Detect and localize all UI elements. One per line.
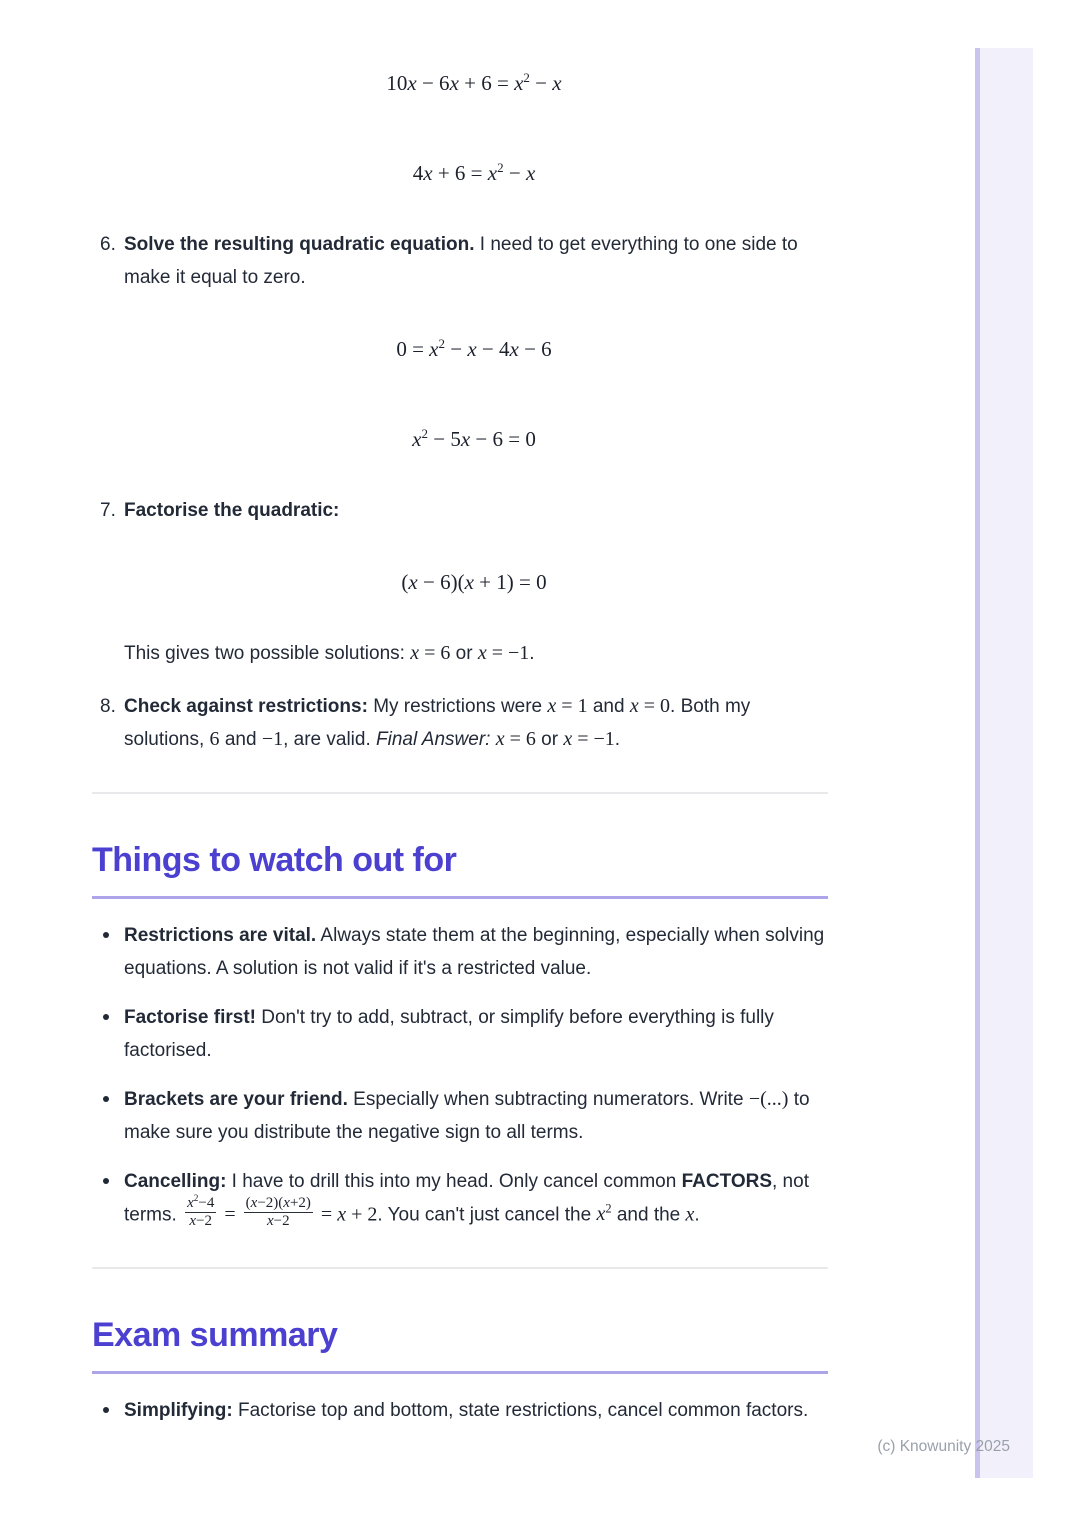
- text-segment: . You can't just cancel the: [377, 1204, 597, 1226]
- section-heading: Things to watch out for: [92, 841, 457, 879]
- item-text: [124, 1394, 828, 1427]
- bullet-list-item: [92, 1394, 828, 1427]
- bullet-marker: [92, 1083, 124, 1149]
- list-number: 6.: [100, 234, 116, 255]
- display-equation: $10x - 6x + 6 = x^2 - x$: [386, 70, 562, 95]
- item-text: [124, 919, 828, 985]
- numbered-list-item: [92, 494, 828, 527]
- inline-math: x = 6: [410, 642, 451, 664]
- display-equation: (x − 6)(x + 1) = 0: [401, 570, 547, 594]
- text-segment: Cancelling:: [124, 1171, 227, 1192]
- inline-fraction: $\frac{x^2-4}{x-2}$: [187, 1194, 215, 1229]
- inline-math: −(...): [748, 1088, 789, 1110]
- text-segment: I need to get everything to one side to make it equal to zero.: [124, 234, 798, 288]
- inline-math: 6: [209, 728, 220, 750]
- item-text: [124, 637, 828, 670]
- display-equation: $0 = x^2 - x - 4x - 6$: [396, 336, 552, 361]
- text-segment: .: [694, 1204, 700, 1226]
- section-divider: [92, 1267, 828, 1269]
- bullet-marker: [92, 1165, 124, 1233]
- bullet-dot-icon: [103, 1407, 109, 1413]
- text-segment: Solve the resulting quadratic equation.: [124, 234, 475, 255]
- inline-fraction: $\frac{(x-2)(x+2)}{x-2}$: [245, 1195, 311, 1229]
- indent-spacer: [92, 637, 124, 670]
- bullet-list-item: [92, 1083, 828, 1149]
- side-panel-strip: [975, 48, 1033, 1478]
- bullet-marker: [92, 919, 124, 985]
- inline-math: −1: [261, 728, 284, 750]
- text-segment: .: [614, 729, 621, 750]
- inline-math: =: [219, 1203, 241, 1226]
- section-divider: [92, 792, 828, 794]
- inline-math: $x^2$: [596, 1201, 612, 1226]
- text-segment: Don't try to add, subtract, or simplify before everything is fully factorised.: [124, 1007, 774, 1061]
- numbered-list-item: [92, 690, 828, 756]
- text-segment: Factorise the quadratic:: [124, 500, 340, 521]
- text-segment: , not terms.: [124, 1171, 809, 1226]
- item-text: [124, 228, 828, 294]
- text-segment: .: [529, 643, 535, 664]
- list-number: 8.: [100, 696, 116, 717]
- text-segment: and the: [611, 1204, 686, 1226]
- bullet-list-item: [92, 919, 828, 985]
- text-segment: and: [219, 729, 262, 750]
- text-segment: and: [587, 696, 630, 717]
- text-segment: FACTORS: [681, 1171, 772, 1192]
- bullet-list-item: [92, 1165, 828, 1233]
- inline-math: x = −1: [563, 728, 615, 750]
- inline-math: = x + 2: [315, 1203, 378, 1226]
- inline-math: x: [685, 1203, 695, 1226]
- section-heading-rule: [92, 1371, 828, 1374]
- inline-math: x = 6: [495, 728, 536, 750]
- section-heading-rule: [92, 896, 828, 899]
- text-segment: Factorise top and bottom, state restrictions, cancel common factors.: [232, 1399, 809, 1421]
- text-segment: Final Answer:: [376, 729, 491, 750]
- inline-math: x = −1: [477, 642, 530, 664]
- item-text: [124, 494, 828, 527]
- text-segment: Factorise first!: [124, 1007, 256, 1028]
- item-text: [124, 1001, 828, 1067]
- bullet-dot-icon: [103, 932, 109, 938]
- text-segment: , are valid.: [283, 729, 377, 750]
- bullet-marker: [92, 1394, 124, 1427]
- paragraph: [92, 637, 828, 670]
- text-segment: My restrictions were: [367, 696, 548, 717]
- numbered-list-item: [92, 228, 828, 294]
- item-text: [124, 1165, 828, 1233]
- text-segment: or: [450, 643, 478, 664]
- bullet-dot-icon: [103, 1014, 109, 1020]
- text-segment: Restrictions are vital.: [124, 925, 317, 946]
- text-segment: Check against restrictions:: [124, 696, 368, 717]
- text-segment: Simplifying:: [124, 1399, 233, 1421]
- text-segment: I have to drill this into my head. Only cancel common: [226, 1171, 682, 1192]
- section-heading: Exam summary: [92, 1315, 338, 1354]
- item-text: [124, 690, 828, 756]
- bullet-dot-icon: [103, 1096, 109, 1102]
- text-segment: Brackets are your friend.: [124, 1089, 348, 1110]
- text-segment: to make sure you distribute the negative sign to all terms.: [124, 1089, 810, 1143]
- inline-math: x = 1: [547, 695, 588, 717]
- list-number: 7.: [100, 500, 116, 521]
- text-segment: Always state them at the beginning, especially when solving equations. A solution is not valid if it's a restricted value.: [124, 925, 825, 979]
- display-equation: $x^2 - 5x - 6 = 0$: [412, 426, 536, 451]
- inline-math: x = 0: [629, 695, 671, 717]
- copyright-footer: (c) Knowunity 2025: [877, 1438, 1010, 1455]
- text-segment: . Both my solutions,: [124, 696, 751, 750]
- document-content: [92, 0, 828, 1435]
- bullet-list-item: [92, 1001, 828, 1067]
- bullet-marker: [92, 1001, 124, 1067]
- text-segment: Especially when subtracting numerators. Write: [347, 1089, 749, 1110]
- item-text: [124, 1083, 828, 1149]
- bullet-dot-icon: [103, 1178, 109, 1184]
- text-segment: This gives two possible solutions:: [124, 643, 411, 664]
- display-equation: $4x + 6 = x^2 - x$: [412, 160, 536, 185]
- text-segment: or: [535, 729, 564, 750]
